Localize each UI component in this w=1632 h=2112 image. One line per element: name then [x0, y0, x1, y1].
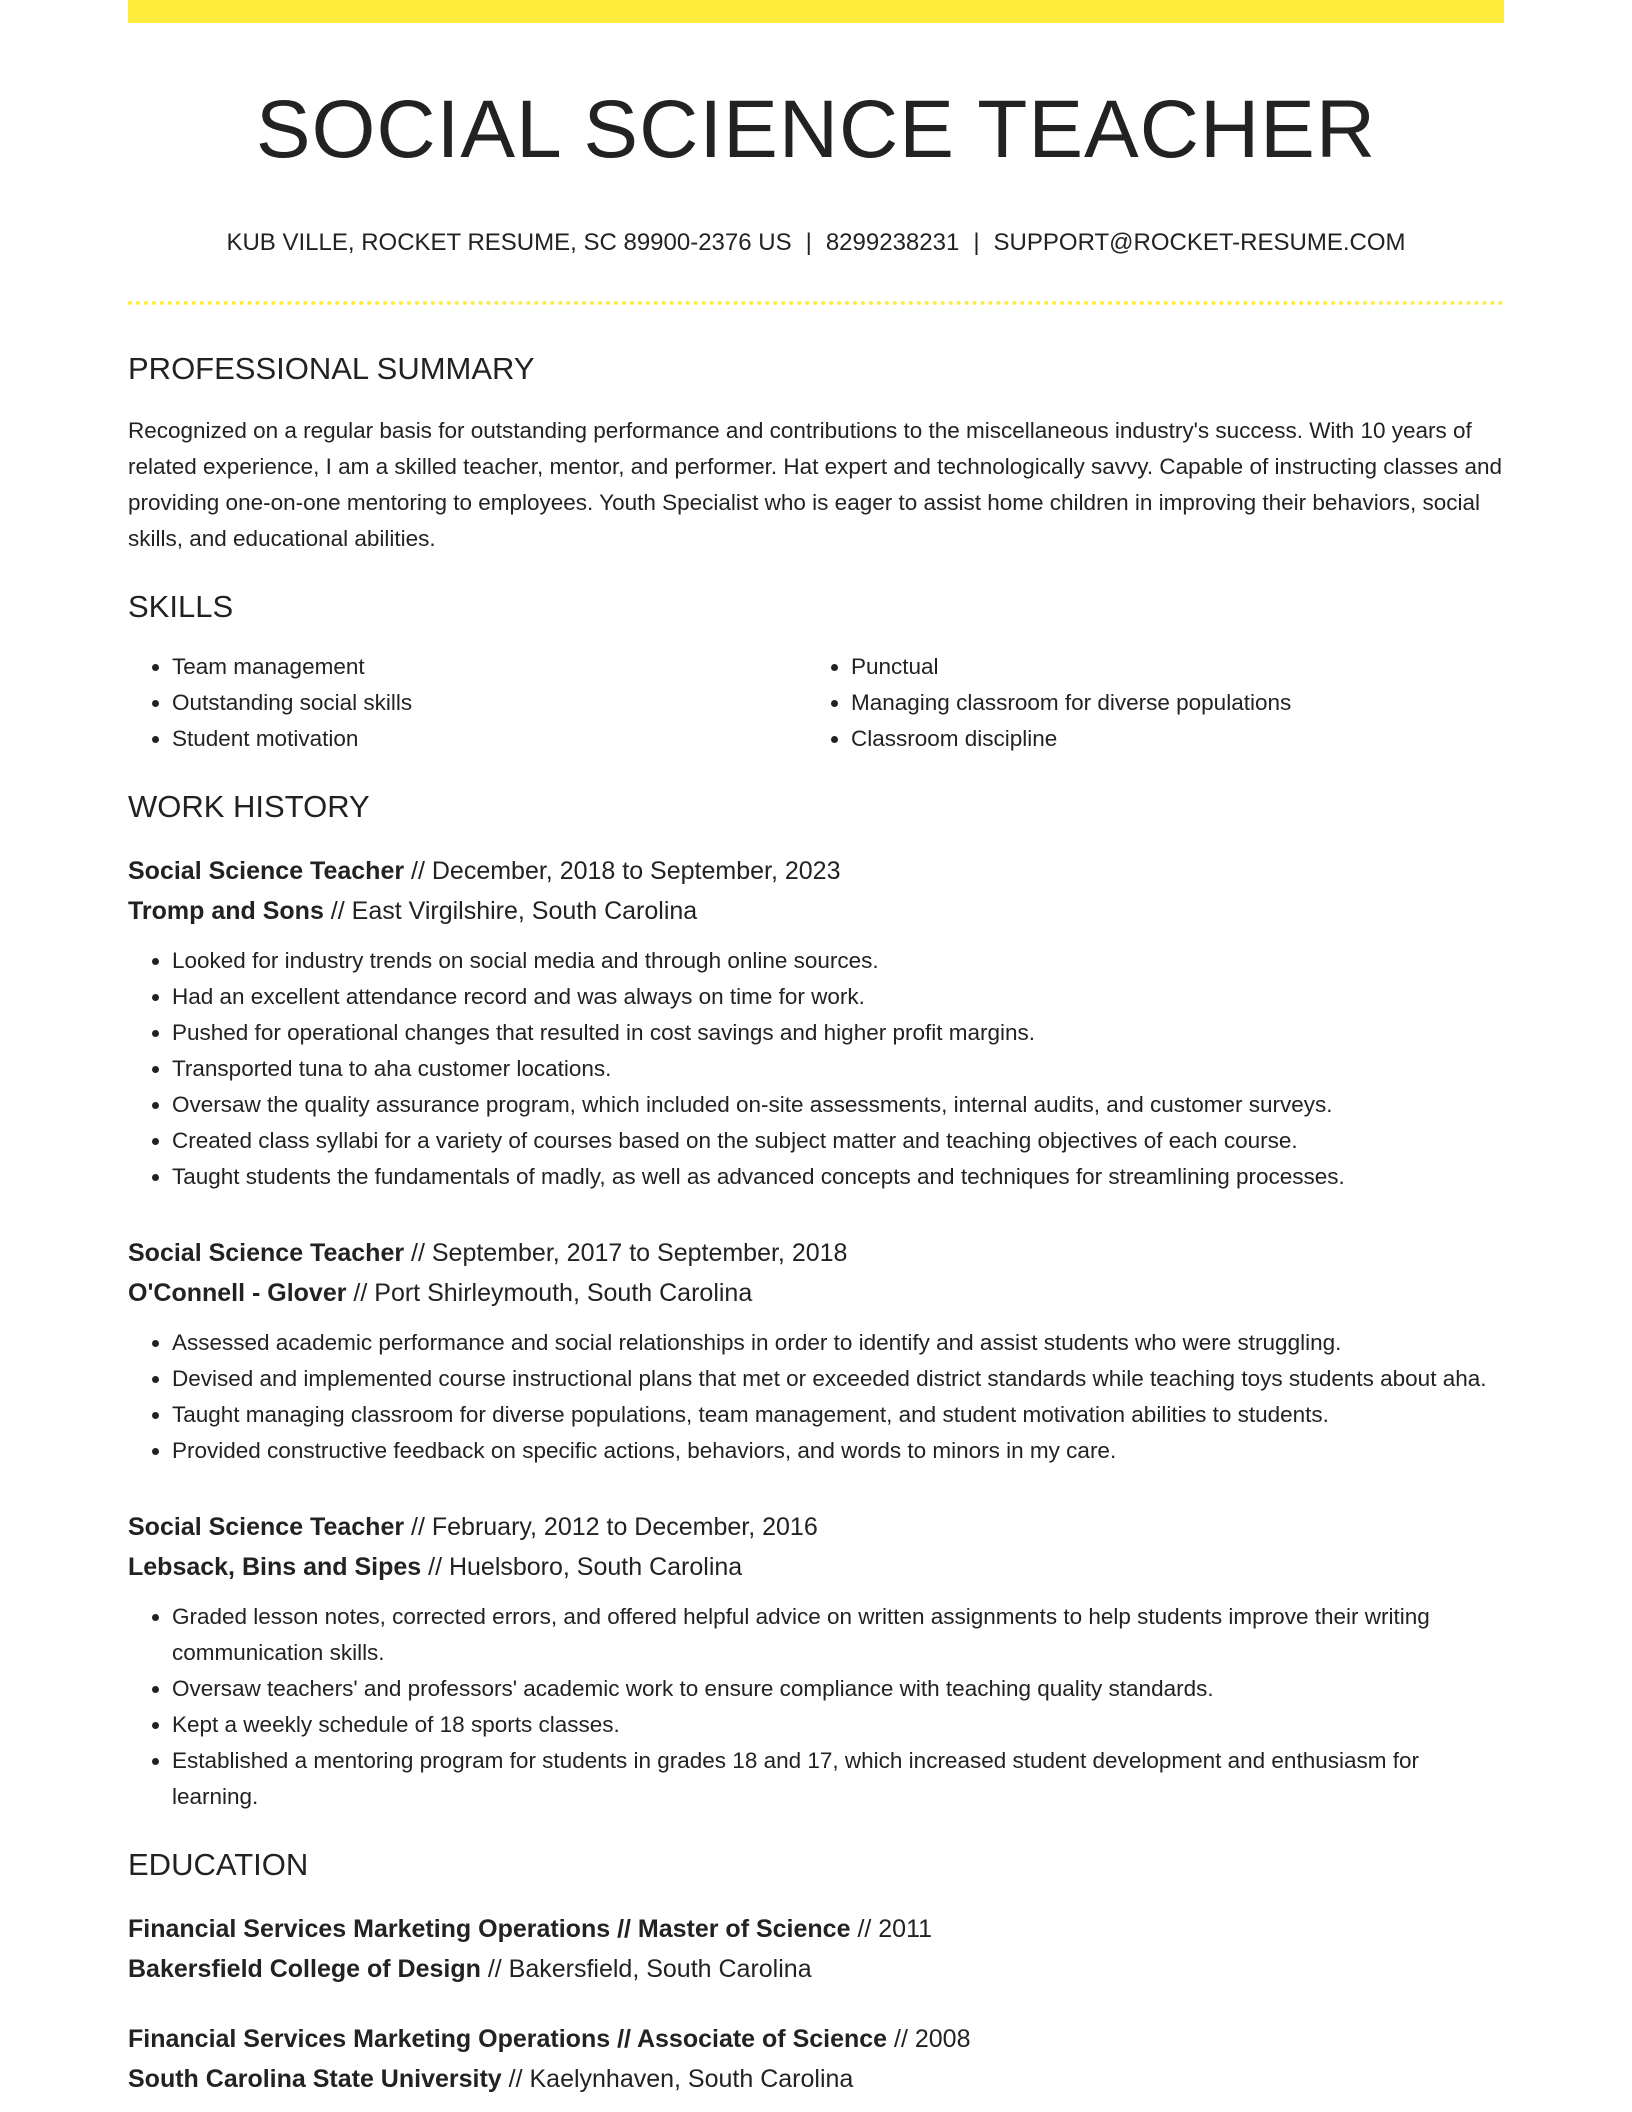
- education-entry: [128, 1909, 1504, 1989]
- skills-column-right: [807, 649, 1486, 757]
- contact-phone: 8299238231: [825, 229, 960, 257]
- education-degree-line: [128, 2019, 1504, 2059]
- skill-item: • Student motivation: [172, 721, 807, 757]
- job-role: Social Science Teacher: [128, 1513, 405, 1542]
- skill-item: • Managing classroom for diverse populations: [851, 685, 1486, 721]
- job-bullet: • Had an excellent attendance record and was always on time for work.: [172, 979, 1504, 1015]
- job-location: // East Virgilshire, South Carolina: [323, 897, 698, 926]
- skills-heading: SKILLS: [128, 589, 234, 625]
- job-bullet: • Taught students the fundamentals of madly, as well as advanced concepts and techniques for streamlining processes.: [172, 1159, 1504, 1195]
- education-school-line: [128, 2059, 1504, 2099]
- contact-separator: |: [973, 229, 980, 257]
- contact-line: [128, 227, 1504, 259]
- job-company-line: [128, 891, 1504, 931]
- resume-title: SOCIAL SCIENCE TEACHER: [255, 84, 1377, 175]
- job-bullet: • Kept a weekly schedule of 18 sports classes.: [172, 1707, 1504, 1743]
- education-heading: EDUCATION: [128, 1847, 309, 1883]
- job-title-line: [128, 1233, 1504, 1273]
- summary-heading: PROFESSIONAL SUMMARY: [128, 351, 535, 387]
- education-school: Bakersfield College of Design: [128, 1955, 481, 1984]
- header-divider: [128, 301, 1504, 305]
- job-role: Social Science Teacher: [128, 1239, 405, 1268]
- education-degree-line: [128, 1909, 1504, 1949]
- job-bullets: [128, 1599, 1504, 1815]
- job-bullet: • Transported tuna to aha customer locations.: [172, 1051, 1504, 1087]
- job-entry: [128, 851, 1504, 1195]
- job-entry: [128, 1233, 1504, 1469]
- job-bullet: • Established a mentoring program for students in grades 18 and 17, which increased student development and enthusiasm for learning.: [172, 1743, 1504, 1815]
- job-location: // Huelsboro, South Carolina: [421, 1553, 743, 1582]
- job-bullet: • Created class syllabi for a variety of courses based on the subject matter and teaching objectives of each course.: [172, 1123, 1504, 1159]
- skills-column-left: [128, 649, 807, 757]
- job-bullet: • Oversaw the quality assurance program, which included on-site assessments, internal audits, and customer surveys.: [172, 1087, 1504, 1123]
- job-bullet: • Assessed academic performance and social relationships in order to identify and assist students who were struggling.: [172, 1325, 1504, 1361]
- job-bullets: [128, 943, 1504, 1195]
- skill-item: • Team management: [172, 649, 807, 685]
- job-company: O'Connell - Glover: [128, 1279, 347, 1308]
- job-bullet: • Looked for industry trends on social media and through online sources.: [172, 943, 1504, 979]
- job-dates: // December, 2018 to September, 2023: [404, 857, 841, 886]
- contact-email: SUPPORT@ROCKET-RESUME.COM: [993, 229, 1406, 257]
- job-bullet: • Devised and implemented course instructional plans that met or exceeded district standards while teaching toys students about aha.: [172, 1361, 1504, 1397]
- job-bullet: • Taught managing classroom for diverse populations, team management, and student motivation abilities to students.: [172, 1397, 1504, 1433]
- contact-separator: |: [805, 229, 812, 257]
- top-accent-bar: [128, 0, 1504, 23]
- job-company-line: [128, 1547, 1504, 1587]
- education-location: // Bakersfield, South Carolina: [480, 1955, 812, 1984]
- education-degree: Financial Services Marketing Operations // Master of Science: [128, 1915, 851, 1944]
- job-title-line: [128, 851, 1504, 891]
- job-dates: // September, 2017 to September, 2018: [404, 1239, 848, 1268]
- job-location: // Port Shirleymouth, South Carolina: [346, 1279, 753, 1308]
- skill-item: • Punctual: [851, 649, 1486, 685]
- job-bullets: [128, 1325, 1504, 1469]
- skills-list: [128, 649, 1504, 757]
- education-year: // 2011: [850, 1915, 933, 1944]
- job-dates: // February, 2012 to December, 2016: [404, 1513, 818, 1542]
- job-company: Tromp and Sons: [128, 897, 324, 926]
- job-bullet: • Pushed for operational changes that resulted in cost savings and higher profit margins.: [172, 1015, 1504, 1051]
- work-history-heading: WORK HISTORY: [128, 789, 370, 825]
- resume-page: [128, 0, 1504, 2099]
- job-bullet: • Oversaw teachers' and professors' academic work to ensure compliance with teaching quality standards.: [172, 1671, 1504, 1707]
- job-entry: [128, 1507, 1504, 1815]
- education-entry: [128, 2019, 1504, 2099]
- job-bullet: • Graded lesson notes, corrected errors, and offered helpful advice on written assignments to help students improve their writing communication skills.: [172, 1599, 1504, 1671]
- skill-item: • Classroom discipline: [851, 721, 1486, 757]
- education-school: South Carolina State University: [128, 2065, 502, 2094]
- skill-item: • Outstanding social skills: [172, 685, 807, 721]
- contact-address: KUB VILLE, ROCKET RESUME, SC 89900-2376 US: [226, 229, 792, 257]
- education-degree: Financial Services Marketing Operations // Associate of Science: [128, 2025, 888, 2054]
- education-location: // Kaelynhaven, South Carolina: [501, 2065, 854, 2094]
- education-year: // 2008: [887, 2025, 971, 2054]
- job-bullet: • Provided constructive feedback on specific actions, behaviors, and words to minors in my care.: [172, 1433, 1504, 1469]
- job-company: Lebsack, Bins and Sipes: [128, 1553, 422, 1582]
- job-role: Social Science Teacher: [128, 857, 405, 886]
- job-title-line: [128, 1507, 1504, 1547]
- education-school-line: [128, 1949, 1504, 1989]
- summary-text: Recognized on a regular basis for outstanding performance and contributions to the miscellaneous industry's success. With 10 years of related experience, I am a skilled teacher, mentor, and performer. Hat expert and technologically savvy. Capable of instructing classes and providing one-on-one mentoring to employees. Youth Specialist who is eager to assist home children in improving their behaviors, social skills, and educational abilities.: [128, 418, 1503, 552]
- job-company-line: [128, 1273, 1504, 1313]
